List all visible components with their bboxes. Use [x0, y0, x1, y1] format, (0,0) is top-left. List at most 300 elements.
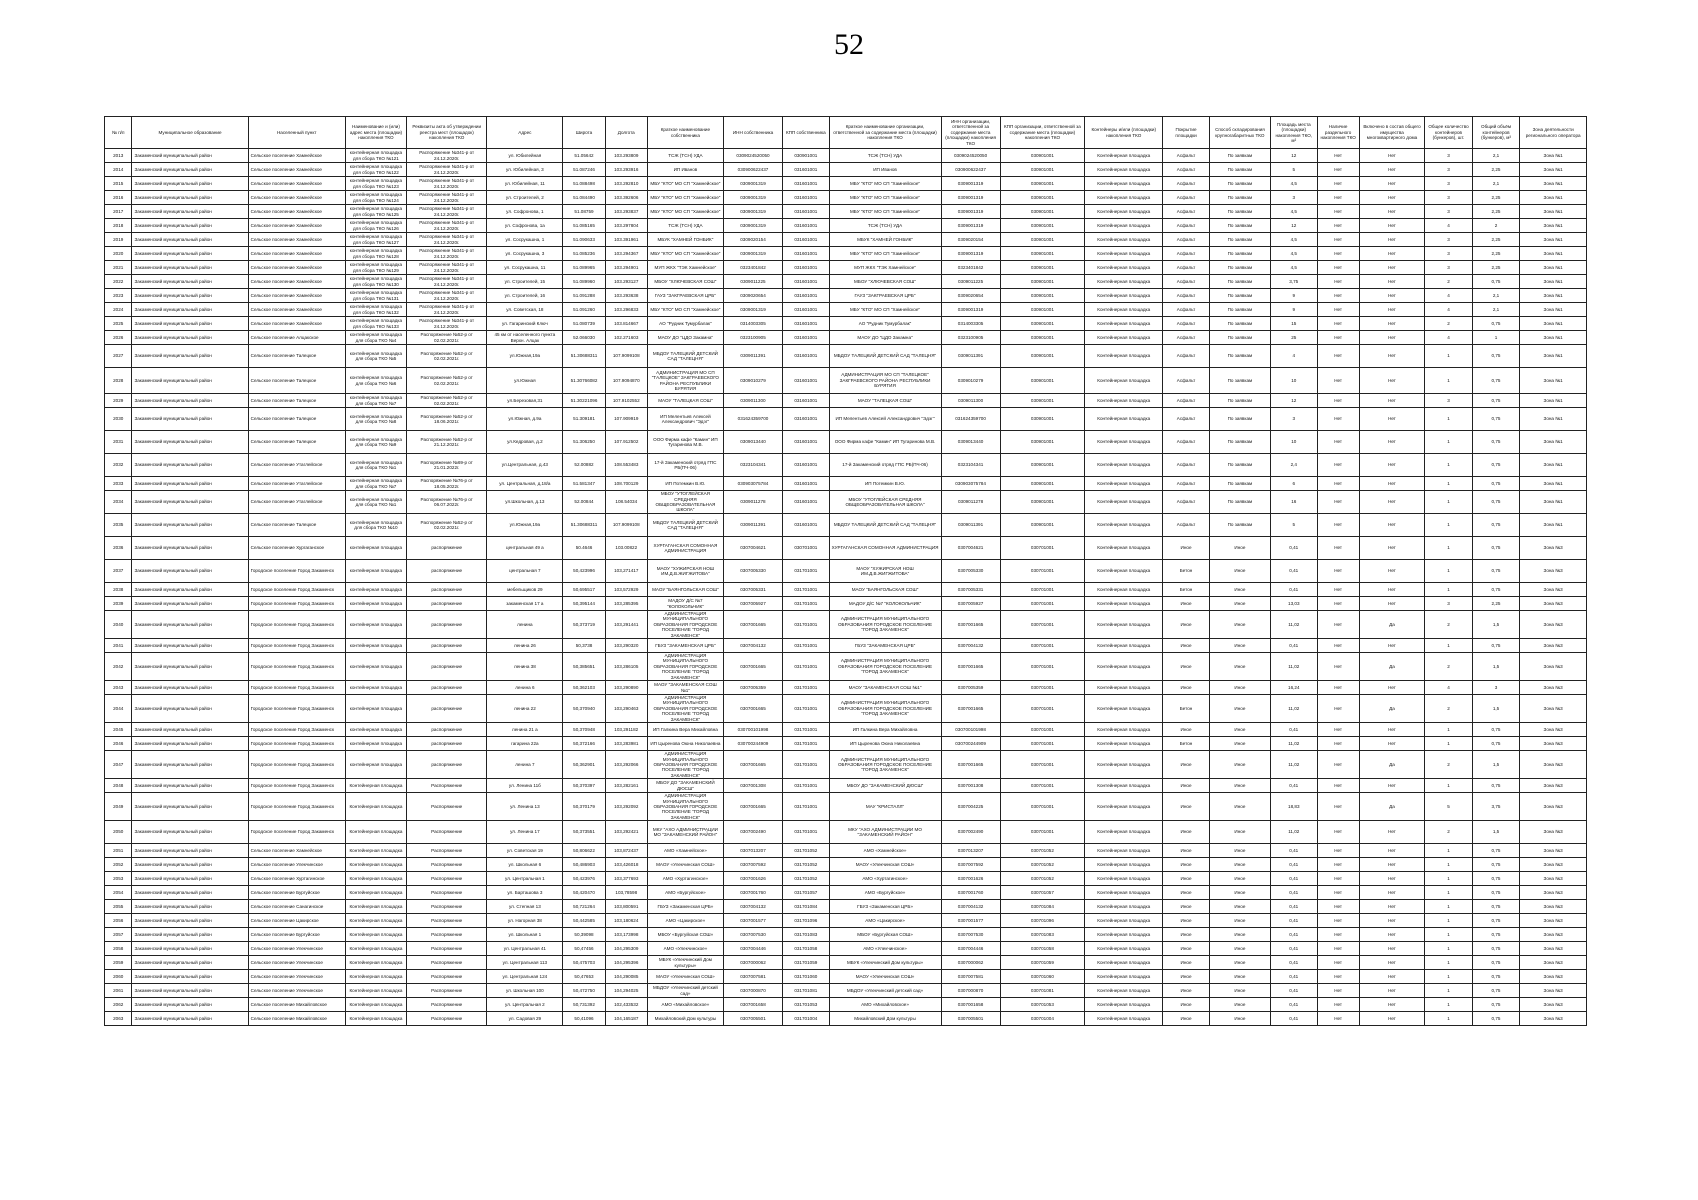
table-cell: контейнерная площадка — [345, 695, 406, 723]
table-cell: 2058 — [105, 942, 132, 956]
table-cell: Контейнерная площадка — [1085, 219, 1163, 233]
table-cell: 51.080739 — [563, 317, 605, 331]
table-cell: Иное — [1209, 900, 1270, 914]
table-cell: 030901001 — [1000, 205, 1085, 219]
table-cell: Нет — [1317, 597, 1359, 611]
table-cell: Иное — [1163, 872, 1209, 886]
table-cell: 0,75 — [1472, 454, 1520, 477]
table-row — [105, 583, 1587, 597]
table-cell: Асфальт — [1163, 394, 1209, 408]
table-cell: Распоряжение №341-р от 24.12.2020г. — [407, 233, 487, 247]
table-cell: 0307001665 — [723, 611, 782, 639]
table-cell: 103,377693 — [605, 872, 647, 886]
table-cell: Нет — [1317, 928, 1359, 942]
table-cell: 030701001 — [1000, 751, 1085, 779]
table-cell: 030901001 — [1000, 289, 1085, 303]
table-cell: Зона №1 — [1520, 345, 1587, 368]
table-cell: Михайловский Дом культуры — [829, 1012, 941, 1026]
table-cell: 031601001 — [783, 394, 829, 408]
table-cell: 030700101998 — [723, 723, 782, 737]
table-cell: 0,75 — [1472, 583, 1520, 597]
table-row — [105, 858, 1587, 872]
table-cell: 50,395144 — [563, 597, 605, 611]
table-cell: 0,75 — [1472, 984, 1520, 998]
table-cell: контейнерная площадка для сбора ТКО №6 — [345, 368, 406, 394]
table-cell: 12 — [1271, 149, 1317, 163]
table-cell: 0309011391 — [723, 514, 782, 537]
table-cell: 50,420470 — [563, 886, 605, 900]
table-cell: Нет — [1359, 984, 1424, 998]
table-cell: Нет — [1359, 537, 1424, 560]
table-cell: 0,75 — [1472, 477, 1520, 491]
table-cell: Иное — [1209, 695, 1270, 723]
table-cell: Распоряжение №341-р от 24.12.2020г. — [407, 205, 487, 219]
table-cell: 50,370940 — [563, 695, 605, 723]
table-cell: Да — [1359, 653, 1424, 681]
table-cell: 0307005927 — [723, 597, 782, 611]
table-cell: 52.00844 — [563, 491, 605, 514]
table-cell: 0307005359 — [941, 681, 1000, 695]
table-cell: Контейнерная площадка — [1085, 261, 1163, 275]
table-cell: По заявкам — [1209, 454, 1270, 477]
table-cell: 0309011391 — [941, 514, 1000, 537]
table-cell: ИП Иванов — [829, 163, 941, 177]
table-cell: 0307001665 — [941, 611, 1000, 639]
table-cell: Распоряжение — [407, 779, 487, 793]
table-cell: 0307005501 — [941, 1012, 1000, 1026]
table-cell: 0,75 — [1472, 900, 1520, 914]
table-cell: МБУ "КТО" МО СП "Хамнейское" — [829, 247, 941, 261]
table-cell: Закаменский муниципальный район — [132, 514, 248, 537]
table-cell: 030901001 — [1000, 247, 1085, 261]
table-cell: 0309011391 — [941, 345, 1000, 368]
table-cell: Асфальт — [1163, 345, 1209, 368]
table-cell: контейнерная площадка для сбора ТКО №123 — [345, 177, 406, 191]
table-cell: Нет — [1317, 681, 1359, 695]
table-cell: Иное — [1209, 872, 1270, 886]
table-cell: 2020 — [105, 247, 132, 261]
table-cell: Иное — [1209, 653, 1270, 681]
table-cell: 031701001 — [783, 583, 829, 597]
table-cell: Распоряжение №341-р от 24.12.2020г. — [407, 247, 487, 261]
table-cell: контейнерная площадка для сбора ТКО №5 — [345, 345, 406, 368]
table-cell: Нет — [1359, 261, 1424, 275]
table-row — [105, 653, 1587, 681]
table-cell: Нет — [1359, 928, 1424, 942]
table-cell: 103,285395 — [605, 597, 647, 611]
table-cell: Зона №3 — [1520, 998, 1587, 1012]
table-cell: ХУРГАГАНСКАЯ СОМОННАЯ АДМИНИСТРАЦИЯ — [647, 537, 723, 560]
table-cell: Распоряжение №341-р от 24.12.2020г. — [407, 275, 487, 289]
table-cell: Контейнерная площадка — [1085, 900, 1163, 914]
table-cell: 031701001 — [783, 653, 829, 681]
table-cell: Закаменский муниципальный район — [132, 639, 248, 653]
table-cell: Нет — [1317, 219, 1359, 233]
table-cell: ул. Гагаринский Ключ — [487, 317, 563, 331]
table-cell: 1 — [1425, 779, 1473, 793]
table-cell: Иное — [1163, 998, 1209, 1012]
table-cell: 0307001665 — [723, 695, 782, 723]
table-row — [105, 695, 1587, 723]
table-cell: 030701001 — [1000, 695, 1085, 723]
table-cell: Закаменский муниципальный район — [132, 477, 248, 491]
table-cell: ул. Барташова 3 — [487, 886, 563, 900]
table-cell: Иное — [1163, 942, 1209, 956]
table-cell: Закаменский муниципальный район — [132, 844, 248, 858]
table-cell: Сельское поселение Цакирское — [248, 914, 345, 928]
table-cell: Сельское поселение Хамнейское — [248, 261, 345, 275]
table-cell: Иное — [1209, 737, 1270, 751]
table-cell: 2038 — [105, 583, 132, 597]
table-cell: Асфальт — [1163, 177, 1209, 191]
table-row — [105, 394, 1587, 408]
table-cell: 0309001319 — [941, 205, 1000, 219]
table-cell: 52.00882 — [563, 454, 605, 477]
table-cell: 0309011300 — [941, 394, 1000, 408]
table-cell: Городское поселение Город Закаменск — [248, 695, 345, 723]
table-cell: распоряжение — [407, 537, 487, 560]
table-cell: 3 — [1271, 408, 1317, 431]
table-cell: Контейнерная площадка — [1085, 928, 1163, 942]
table-cell: 4,5 — [1271, 177, 1317, 191]
table-cell: Иное — [1163, 751, 1209, 779]
table-cell: Нет — [1317, 163, 1359, 177]
column-header: Муниципальное образование — [132, 117, 248, 149]
table-cell: Закаменский муниципальный район — [132, 233, 248, 247]
table-cell: МБОУ ДО "ЗАКАМЕНСКИЙ ДЮСШ" — [829, 779, 941, 793]
table-cell: ГБУЗ "ЗАКАМЕНСКАЯ ЦРБ" — [829, 639, 941, 653]
table-cell: Контейнерная площадка — [1085, 275, 1163, 289]
column-header: Способ складирования крупногабаритных ТКО — [1209, 117, 1270, 149]
table-cell: 1 — [1425, 431, 1473, 454]
table-cell: 031701004 — [783, 1012, 829, 1026]
registry-table — [104, 116, 1587, 1026]
table-cell: Нет — [1359, 247, 1424, 261]
table-row — [105, 261, 1587, 275]
column-header: Общее количество контейнеров (бункеров), шт. — [1425, 117, 1473, 149]
table-cell: Закаменский муниципальный район — [132, 737, 248, 751]
table-cell: МБУК «Улекчинский Дом культуры» — [829, 956, 941, 970]
table-cell: Нет — [1317, 289, 1359, 303]
table-cell: гагарина 22а — [487, 737, 563, 751]
table-cell: 102,433532 — [605, 998, 647, 1012]
table-cell: Зона №1 — [1520, 454, 1587, 477]
table-cell: По заявкам — [1209, 514, 1270, 537]
table-cell: распоряжение — [407, 653, 487, 681]
column-header: Зона деятельности регионального оператора — [1520, 117, 1587, 149]
table-cell: 25 — [1271, 331, 1317, 345]
table-cell: контейнерная площадка для сбора ТКО №126 — [345, 219, 406, 233]
table-cell: 031601001 — [783, 219, 829, 233]
table-cell: Сельское поселение Утаглейское — [248, 477, 345, 491]
table-cell: Нет — [1359, 491, 1424, 514]
table-cell: Закаменский муниципальный район — [132, 956, 248, 970]
table-cell: Нет — [1317, 191, 1359, 205]
table-cell: 2014 — [105, 163, 132, 177]
table-cell: 031601001 — [783, 477, 829, 491]
table-cell: МАОУ ДО "ЦДО Закамна" — [829, 331, 941, 345]
table-cell: 2045 — [105, 723, 132, 737]
table-cell: Нет — [1359, 858, 1424, 872]
table-cell: 0307001665 — [941, 695, 1000, 723]
table-cell: Контейнерная площадка — [1085, 583, 1163, 597]
table-cell: 51.085165 — [563, 219, 605, 233]
table-cell: Городское поселение Город Закаменск — [248, 560, 345, 583]
table-cell: 0309001319 — [723, 247, 782, 261]
table-cell: 103,180624 — [605, 914, 647, 928]
table-cell: Распоряжение №52-р от 02.02.2021г. — [407, 331, 487, 345]
table-cell: Зона №3 — [1520, 737, 1587, 751]
table-cell: распоряжение — [407, 737, 487, 751]
table-cell: 0,75 — [1472, 737, 1520, 751]
table-cell: АМО «Хамнейское» — [829, 844, 941, 858]
table-cell: 2028 — [105, 368, 132, 394]
table-cell: 3 — [1425, 394, 1473, 408]
table-cell: 030701001 — [783, 537, 829, 560]
table-cell: МБУК «Улекчинский Дом культуры» — [647, 956, 723, 970]
column-header: КПП собственника — [783, 117, 829, 149]
table-cell: 030700244909 — [723, 737, 782, 751]
table-cell: 51.30766082 — [563, 368, 605, 394]
table-cell: 030901001 — [1000, 477, 1085, 491]
table-cell: Зона №1 — [1520, 514, 1587, 537]
table-cell: Сельское поселение Талецкое — [248, 431, 345, 454]
table-cell: 2056 — [105, 914, 132, 928]
table-cell: По заявкам — [1209, 247, 1270, 261]
table-cell: 108.54034 — [605, 491, 647, 514]
table-cell: 50,442585 — [563, 914, 605, 928]
table-cell: Контейнерная площадка — [1085, 477, 1163, 491]
table-cell: 50,370397 — [563, 779, 605, 793]
table-cell: Зона №3 — [1520, 560, 1587, 583]
table-cell: Нет — [1317, 695, 1359, 723]
table-cell: Распоряжение №52-р от 02.02.2021г. — [407, 514, 487, 537]
table-cell: Контейнерная площадка — [1085, 681, 1163, 695]
table-row — [105, 723, 1587, 737]
table-cell: Закаменский муниципальный район — [132, 998, 248, 1012]
table-cell: Сельское поселение Хамнейское — [248, 247, 345, 261]
table-cell: 0307001665 — [941, 751, 1000, 779]
table-row — [105, 303, 1587, 317]
table-cell: МБУ "КТО" МО СП "Хамнейское" — [647, 177, 723, 191]
table-cell: Контейнерная площадка — [345, 970, 406, 984]
table-cell: Зона №1 — [1520, 331, 1587, 345]
table-cell: МАОУ "ТАЛЕЦКАЯ СОШ" — [647, 394, 723, 408]
table-cell: 0,41 — [1271, 956, 1317, 970]
table-cell: Асфальт — [1163, 219, 1209, 233]
table-cell: 0309011391 — [723, 345, 782, 368]
table-cell: 030901001 — [1000, 261, 1085, 275]
table-cell: ул. Юбилейная — [487, 149, 563, 163]
table-cell: 2035 — [105, 514, 132, 537]
table-cell: 11,02 — [1271, 737, 1317, 751]
table-cell: 103.293127 — [605, 275, 647, 289]
table-cell: 030901001 — [1000, 219, 1085, 233]
table-cell: Зона №1 — [1520, 408, 1587, 431]
table-cell: Иное — [1163, 928, 1209, 942]
table-cell: 11,02 — [1271, 821, 1317, 844]
column-header: Покрытие площадки — [1163, 117, 1209, 149]
table-cell: 0323401842 — [723, 261, 782, 275]
table-cell: Контейнерная площадка — [345, 793, 406, 821]
table-cell: ул.Южная — [487, 368, 563, 394]
table-cell: 2 — [1425, 317, 1473, 331]
table-cell: 030901001 — [1000, 454, 1085, 477]
table-cell: 030901001 — [1000, 275, 1085, 289]
table-cell: ИП Потемкин В.Ю. — [829, 477, 941, 491]
table-cell: Нет — [1359, 368, 1424, 394]
column-header: Населенный пункт — [248, 117, 345, 149]
table-cell: Сельское поселение Утаглейское — [248, 454, 345, 477]
table-cell: МБУ "КТО" МО СП "Хамнейское" — [829, 177, 941, 191]
table-cell: Сельское поселение Хамнейское — [248, 303, 345, 317]
table-cell: МБДОУ ТАЛЕЦКИЙ ДЕТСКИЙ САД "ТАЛЕЦНЯ" — [647, 514, 723, 537]
table-cell: Городское поселение Город Закаменск — [248, 751, 345, 779]
table-cell: Иное — [1163, 639, 1209, 653]
table-cell: ул. Сосрукaшна, 11 — [487, 261, 563, 275]
table-cell: 2052 — [105, 858, 132, 872]
table-cell: 4,5 — [1271, 261, 1317, 275]
table-cell: Нет — [1317, 261, 1359, 275]
table-cell: контейнерная площадка для сбора ТКО №129 — [345, 261, 406, 275]
table-cell: Контейнерная площадка — [1085, 611, 1163, 639]
table-cell: 0,41 — [1271, 900, 1317, 914]
table-cell: ленина 6 — [487, 681, 563, 695]
table-row — [105, 275, 1587, 289]
table-cell: 1 — [1425, 560, 1473, 583]
table-row — [105, 491, 1587, 514]
table-cell: Закаменский муниципальный район — [132, 695, 248, 723]
table-row — [105, 872, 1587, 886]
table-row — [105, 779, 1587, 793]
table-cell: 1 — [1425, 477, 1473, 491]
table-cell: 031701057 — [783, 886, 829, 900]
table-cell: ул.Южная,19а — [487, 345, 563, 368]
table-cell: 0323104341 — [723, 454, 782, 477]
table-cell: Нет — [1317, 970, 1359, 984]
table-cell: 3 — [1425, 177, 1473, 191]
table-cell: 1 — [1425, 900, 1473, 914]
table-cell: ленина 38 — [487, 653, 563, 681]
table-cell: 031601001 — [783, 431, 829, 454]
table-cell: 2,25 — [1472, 163, 1520, 177]
table-row — [105, 639, 1587, 653]
table-cell: Да — [1359, 793, 1424, 821]
table-cell: 0,41 — [1271, 723, 1317, 737]
table-cell: ул. Степная 13 — [487, 900, 563, 914]
table-cell: контейнерная площадка — [345, 653, 406, 681]
table-cell: 0307007530 — [941, 928, 1000, 942]
table-cell: 3 — [1425, 149, 1473, 163]
table-cell: 51.08759 — [563, 205, 605, 219]
table-cell: ул. Юбилейная, 3 — [487, 163, 563, 177]
table-cell: 4 — [1271, 345, 1317, 368]
table-cell: 0307004132 — [723, 900, 782, 914]
table-cell: Закаменский муниципальный район — [132, 275, 248, 289]
table-cell: Закаменский муниципальный район — [132, 177, 248, 191]
table-cell: Сельское поселение Хамнейское — [248, 275, 345, 289]
table-cell: 12 — [1271, 219, 1317, 233]
table-cell: контейнерная площадка для сбора ТКО №127 — [345, 233, 406, 247]
table-cell: 030901001 — [783, 149, 829, 163]
table-cell: 11,02 — [1271, 611, 1317, 639]
table-cell: ул. Центральная, д.18/а — [487, 477, 563, 491]
table-cell: Сельское поселение Талецкое — [248, 368, 345, 394]
table-cell: 0307007581 — [723, 970, 782, 984]
table-cell: Нет — [1317, 639, 1359, 653]
table-cell: 2033 — [105, 477, 132, 491]
table-cell: Закаменский муниципальный район — [132, 886, 248, 900]
table-cell: Нет — [1317, 583, 1359, 597]
table-cell: 0309001319 — [723, 177, 782, 191]
table-row — [105, 597, 1587, 611]
table-cell: 031701001 — [783, 751, 829, 779]
table-cell: Распоряжение — [407, 942, 487, 956]
table-cell: 0307001626 — [723, 872, 782, 886]
table-cell: МАОУ "ТАЛЕЦКАЯ СОШ" — [829, 394, 941, 408]
table-cell: Нет — [1359, 914, 1424, 928]
table-cell: 030903075784 — [941, 477, 1000, 491]
table-cell: 2,1 — [1472, 177, 1520, 191]
table-cell: Сельское поселение Хамнейское — [248, 289, 345, 303]
table-cell: контейнерная площадка — [345, 537, 406, 560]
table-cell: 2 — [1425, 821, 1473, 844]
table-cell: 0307001658 — [941, 998, 1000, 1012]
table-cell: 2057 — [105, 928, 132, 942]
table-cell: 2041 — [105, 639, 132, 653]
table-cell: 10 — [1271, 431, 1317, 454]
table-cell: Асфальт — [1163, 331, 1209, 345]
table-cell: 45 км от населенного пункта Верхн. Алцак — [487, 331, 563, 345]
table-cell: Иное — [1209, 611, 1270, 639]
table-cell: Городское поселение Город Закаменск — [248, 653, 345, 681]
table-cell: ул. Строителей, 15 — [487, 275, 563, 289]
table-cell: 0307005359 — [723, 681, 782, 695]
table-row — [105, 233, 1587, 247]
table-cell: 9 — [1271, 303, 1317, 317]
table-cell: АДМИНИСТРАЦИЯ МУНИЦИПАЛЬНОГО ОБРАЗОВАНИЯ ГОРОДСКОЕ ПОСЕЛЕНИЕ "ГОРОД ЗАКАМЕНСК" — [647, 611, 723, 639]
table-cell: Закаменский муниципальный район — [132, 723, 248, 737]
table-cell: 107.9099108 — [605, 514, 647, 537]
table-cell: 0,41 — [1271, 942, 1317, 956]
table-cell: Закаменский муниципальный район — [132, 431, 248, 454]
table-cell: Бетон — [1163, 695, 1209, 723]
table-cell: АДМИНИСТРАЦИЯ МУНИЦИПАЛЬНОГО ОБРАЗОВАНИЯ ГОРОДСКОЕ ПОСЕЛЕНИЕ "ГОРОД ЗАКАМЕНСК" — [829, 653, 941, 681]
table-cell: Нет — [1359, 219, 1424, 233]
table-cell: Контейнерная площадка — [1085, 491, 1163, 514]
table-cell: 030701058 — [1000, 942, 1085, 956]
table-cell: 0323100905 — [723, 331, 782, 345]
table-cell: Сельское поселение Хамнейское — [248, 149, 345, 163]
table-cell: 030701001 — [1000, 681, 1085, 695]
table-cell: 030701001 — [1000, 583, 1085, 597]
table-cell: 031701083 — [783, 928, 829, 942]
table-cell: 030701001 — [1000, 597, 1085, 611]
table-cell: АДМИНИСТРАЦИЯ МУНИЦИПАЛЬНОГО ОБРАЗОВАНИЯ ГОРОДСКОЕ ПОСЕЛЕНИЕ "ГОРОД ЗАКАМЕНСК" — [647, 751, 723, 779]
table-cell: Нет — [1317, 514, 1359, 537]
table-cell: 2043 — [105, 681, 132, 695]
table-cell: Нет — [1317, 177, 1359, 191]
table-cell: 0307004621 — [941, 537, 1000, 560]
table-cell: 031701053 — [783, 998, 829, 1012]
table-cell: центральная 49 а — [487, 537, 563, 560]
table-cell: Контейнерная площадка — [1085, 858, 1163, 872]
table-cell: 0307001308 — [723, 779, 782, 793]
table-row — [105, 163, 1587, 177]
table-cell: 18,83 — [1271, 793, 1317, 821]
table-cell: Сельское поселение Хамнейское — [248, 177, 345, 191]
table-cell: АМО «Хуртагинское» — [647, 872, 723, 886]
